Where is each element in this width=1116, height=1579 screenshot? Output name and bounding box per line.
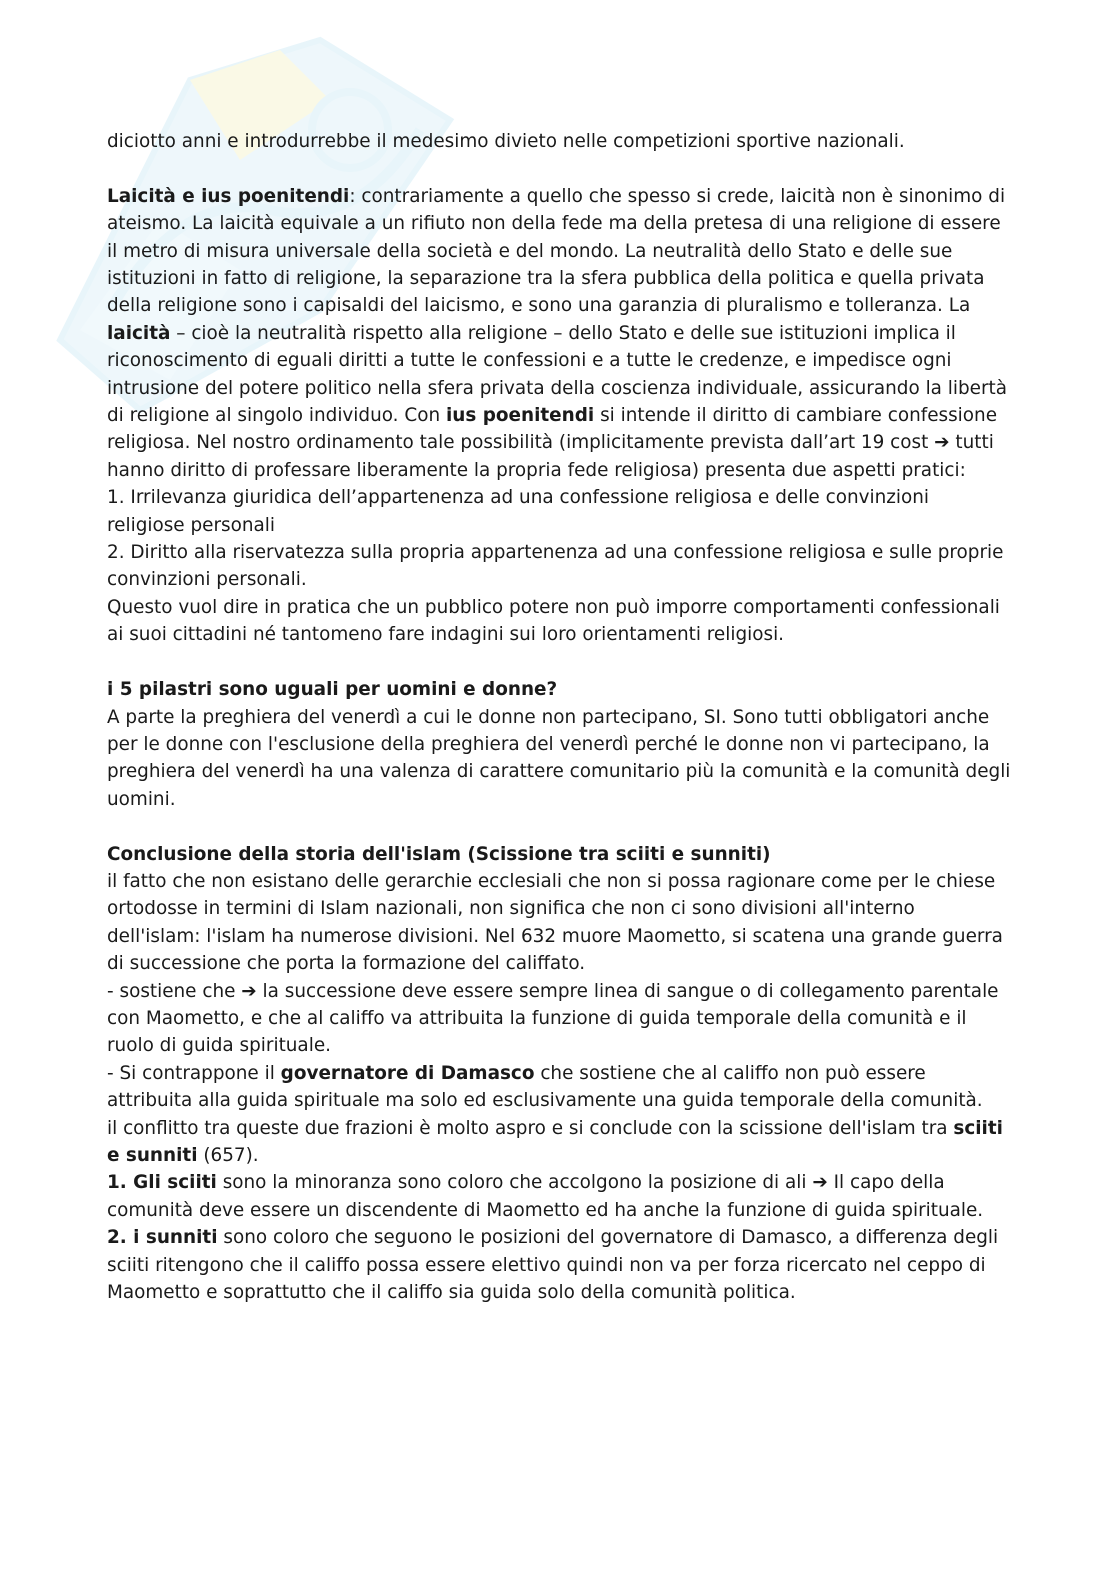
storia-paragraph-3 bbox=[107, 1060, 1012, 1115]
arrow-right-icon: ➔ bbox=[934, 432, 950, 454]
sunniti-list-item bbox=[107, 1224, 1012, 1306]
storia-heading bbox=[107, 841, 1012, 868]
document-page bbox=[107, 128, 1012, 1306]
sciiti-label: 1. Gli sciiti bbox=[107, 1172, 217, 1194]
laicita-conclusion: Questo vuol dire in pratica che un pubblico potere non può imporre comportamenti confessionali ai suoi cittadini né tantomeno fare indagini sui loro orientamenti religiosi. bbox=[107, 596, 1000, 646]
arrow-right-icon: ➔ bbox=[812, 1172, 828, 1194]
laicita-text-1: : contrariamente a quello che spesso si crede, laicità non è sinonimo di ateismo. La laicità equivale a un rifiuto non della fede ma della pretesa di una religione di essere il metro di misura universale della società e del mondo. La neutralità dello Stato e delle sue istituzioni in fatto di religione, la separazione tra la sfera pubblica della politica e quella privata della religione sono i capisaldi del laicismo, e sono una garanzia di pluralismo e tolleranza. La bbox=[107, 185, 1006, 317]
storia-p3-text-b: che sostiene che al califfo non può essere attribuita alla guida spirituale ma solo ed esclusivamente una guida temporale della comunità. bbox=[107, 1062, 983, 1112]
laicita-text-4: tutti hanno diritto di professare liberamente la propria fede religiosa) presenta due aspetti pratici: bbox=[107, 432, 994, 481]
storia-p4-text-b: (657). bbox=[197, 1144, 259, 1166]
storia-p4-text-a: il conflitto tra queste due frazioni è molto aspro e si conclude con la scissione dell'islam tra bbox=[107, 1117, 954, 1139]
arrow-right-icon: ➔ bbox=[241, 980, 257, 1002]
intro-paragraph: diciotto anni e introdurrebbe il medesimo divieto nelle competizioni sportive nazionali. bbox=[107, 131, 905, 152]
laicita-paragraph bbox=[107, 183, 1012, 484]
laicita-list-item-1: 1. Irrilevanza giuridica dell’appartenenza ad una confessione religiosa e delle convinzioni religiose personali bbox=[107, 487, 930, 536]
laicita-list-item-2: 2. Diritto alla riservatezza sulla propria appartenenza ad una confessione religiosa e sulle proprie convinzioni personali. bbox=[107, 542, 1004, 591]
laicita-bold-term: laicità bbox=[107, 322, 171, 344]
storia-p2-text-a: - sostiene che bbox=[107, 980, 242, 1002]
governatore-bold-term: governatore di Damasco bbox=[280, 1062, 535, 1084]
sciiti-text-b: Il capo della comunità deve essere un discendente di Maometto ed ha anche la funzione di guida spirituale. bbox=[107, 1172, 984, 1221]
pilastri-body: A parte la preghiera del venerdì a cui le donne non partecipano, SI. Sono tutti obbligatori anche per le donne con l'esclusione della preghiera del venerdì perché le donne non vi partecipano, la preghiera del venerdì ha una valenza di carattere comunitario più la comunità e la comunità degli uomini. bbox=[107, 706, 1011, 810]
laicita-text-3: si intende il diritto di cambiare confessione religiosa. Nel nostro ordinamento tale possibilità (implicitamente prevista dall’art 19 cost bbox=[107, 405, 998, 454]
storia-p2-text-b: la successione deve essere sempre linea di sangue o di collegamento parentale con Maometto, e che al califfo va attribuita la funzione di guida temporale della comunità e il ruolo di guida spirituale. bbox=[107, 980, 999, 1057]
storia-p3-text-a: - Si contrappone il bbox=[107, 1062, 281, 1084]
storia-heading-text: Conclusione della storia dell'islam (Scissione tra sciiti e sunniti) bbox=[107, 843, 771, 865]
storia-paragraph-2 bbox=[107, 978, 1012, 1060]
pilastri-heading-text: i 5 pilastri sono uguali per uomini e donne? bbox=[107, 679, 558, 701]
sciiti-text-a: sono la minoranza sono coloro che accolgono la posizione di ali bbox=[216, 1172, 813, 1194]
pilastri-heading bbox=[107, 676, 1012, 703]
sciiti-sunniti-bold-term: sciiti e sunniti bbox=[107, 1117, 1003, 1166]
sciiti-list-item bbox=[107, 1169, 1012, 1224]
storia-paragraph-4 bbox=[107, 1115, 1012, 1170]
sunniti-text: sono coloro che seguono le posizioni del governatore di Damasco, a differenza degli sciiti ritengono che il califfo possa essere elettivo quindi non va per forza ricercato nel ceppo di Maometto e soprattutto che il califfo sia guida solo della comunità politica. bbox=[107, 1227, 999, 1304]
laicita-text-2: – cioè la neutralità rispetto alla religione – dello Stato e delle sue istituzioni implica il riconoscimento di eguali diritti a tutte le confessioni e a tutte le credenze, e impedisce ogni intrusione del potere politico nella sfera privata della coscienza individuale, assicurando la libertà di religione al singolo individuo. Con bbox=[107, 322, 1008, 427]
storia-paragraph-1: il fatto che non esistano delle gerarchie ecclesiali che non si possa ragionare come per le chiese ortodosse in termini di Islam nazionali, non significa che non ci sono divisioni all'interno dell'islam: l'islam ha numerose divisioni. Nel 632 muore Maometto, si scatena una grande guerra di successione che porta la formazione del califfato. bbox=[107, 870, 1003, 975]
sunniti-label: 2. i sunniti bbox=[107, 1227, 218, 1249]
ius-poenitendi-bold-term: ius poenitendi bbox=[445, 405, 595, 427]
laicita-heading: Laicità e ius poenitendi bbox=[107, 185, 350, 207]
